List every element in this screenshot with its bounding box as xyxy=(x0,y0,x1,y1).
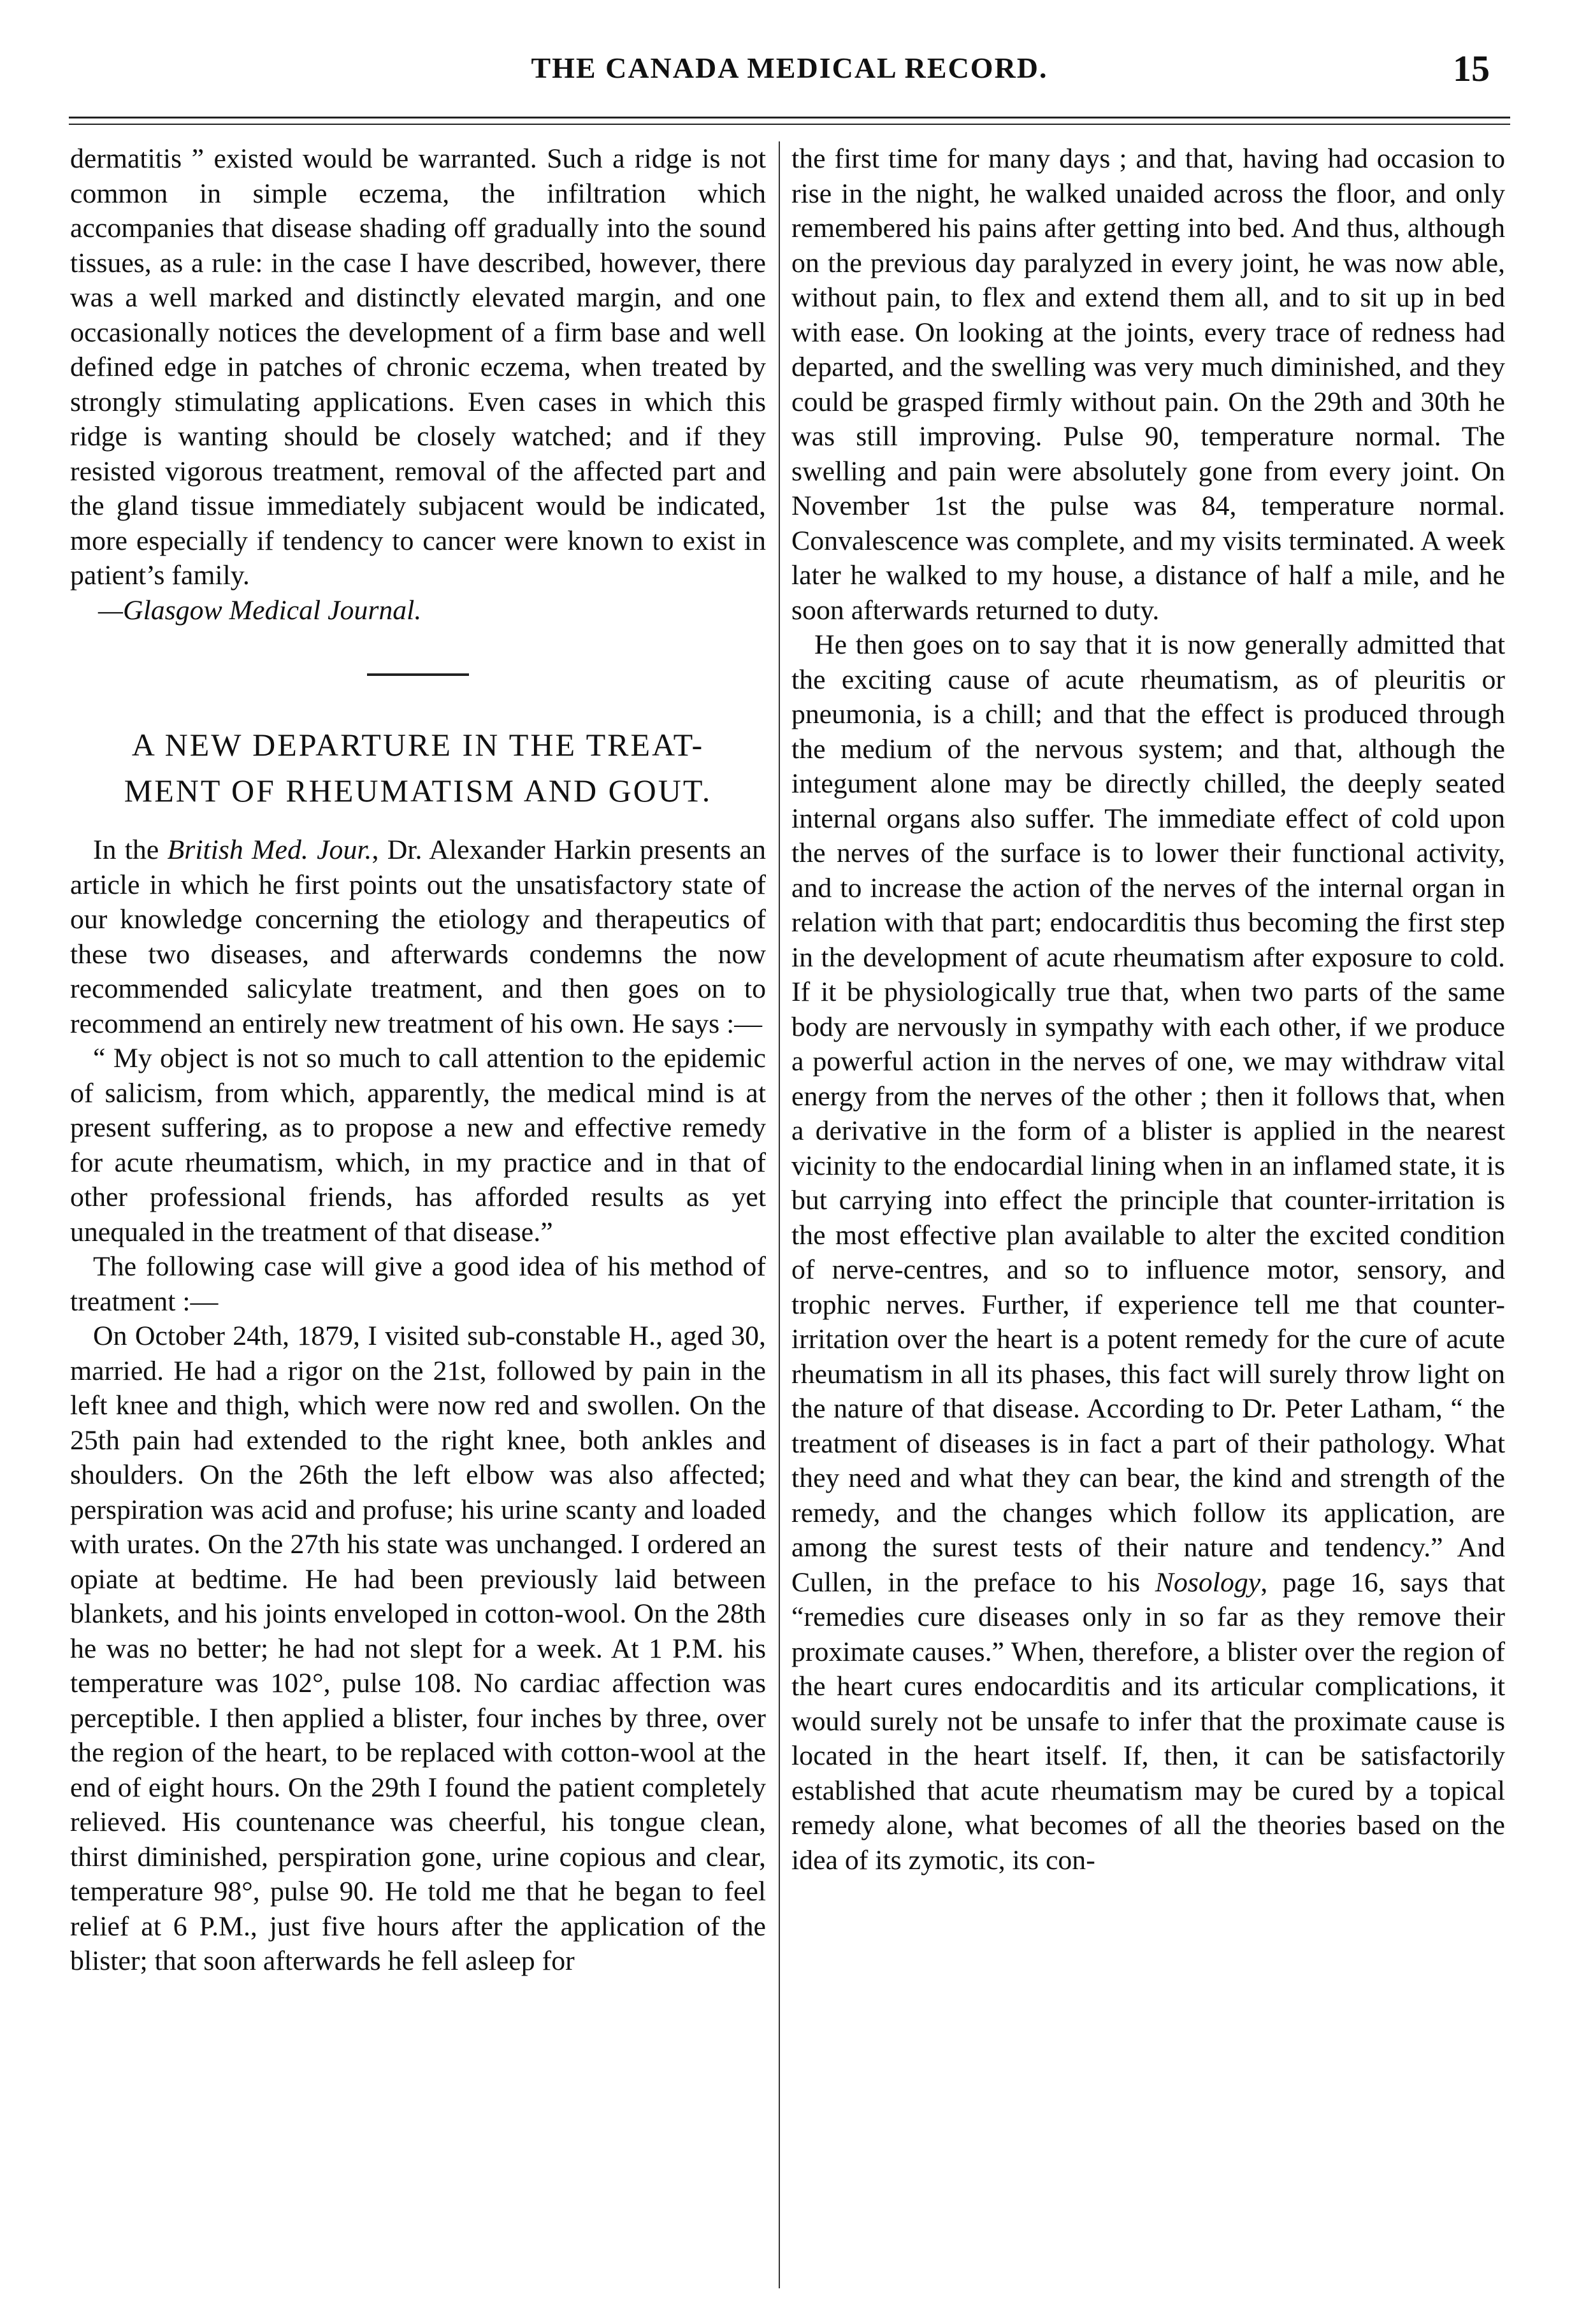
section-title-line-1: A NEW DEPARTURE IN THE TREAT- xyxy=(131,727,705,763)
section-title xyxy=(70,722,766,814)
case-intro-paragraph: The following case will give a good idea of his method of treatment :— xyxy=(70,1251,766,1317)
page-number: 15 xyxy=(1453,48,1490,89)
intro-lead: In the xyxy=(93,835,159,865)
intro-paragraph xyxy=(70,833,766,1041)
journal-name: British Med. Jour. xyxy=(167,835,372,865)
theory-text-a: He then goes on to say that it is now generally admitted that the exciting cause of acute rheumatism, as of pleuritis or pneumonia, is a chill; and that the effect is produced through the medium of the nervous system; and that, although the integument alone may be directly chilled, the deeply seated internal organs also suffer. The immediate effect of cold upon the nerves of the surface is to lower their functional activity, and to increase the action of the nerves of the internal organ in relation with that part; endocarditis thus becoming the first step in the development of acute rheumatism after exposure to cold. If it be physiologically true that, when two parts of the same body are nervously in sympathy with each other, if we produce a powerful action in the nerves of one, we may withdraw vital energy from the nerves of the other ; then it follows that, when a derivative in the form of a blister is applied in the nearest vicinity to the endocardial lining when in an inflamed state, it is but carrying into effect the principle that counter-irritation is the most effective plan available to alter the excited condition of nerve-centres, and so to influence motor, sensory, and trophic nerves. Further, if experience tell me that counter-irritation over the heart is a potent remedy for the cure of acute rheumatism in all its phases, this fact will surely throw light on the nature of that disease. According to Dr. Peter Latham, “ the treatment of diseases is in fact a part of their pathology. What they need and what they can bear, the kind and strength of the remedy, and the changes which follow its application, are among the surest tests of their nature and tendency.” And Cullen, in the preface to his xyxy=(791,629,1505,1598)
header-rule-thick xyxy=(69,117,1510,118)
section-title-line-2: MENT OF RHEUMATISM AND GOUT. xyxy=(124,773,712,808)
column-divider xyxy=(779,141,780,2288)
left-column xyxy=(70,141,766,1979)
intro-rest: , Dr. Alexander Harkin presents an article in which he first points out the unsatisfactory state of our knowledge concerning the etiology and therapeutics of these two diseases, and afterwards condemns the now recommended salicylate treatment, and then goes on to recommend an entirely new treatment of his own. He says :— xyxy=(70,835,766,1039)
nosology-title: Nosology xyxy=(1155,1567,1261,1598)
right-column xyxy=(791,141,1505,1877)
section-divider xyxy=(367,673,469,676)
theory-text-b: , page 16, says that “remedies cure diseases only in so far as they remove their proximate causes.” When, therefore, a blister over the region of the heart cures endocarditis and its articular complications, it would surely not be unsafe to infer that the proximate cause is located in the heart itself. If, then, it can be satisfactorily established that acute rheumatism may be cured by a topical remedy alone, what becomes of all the theories based on the idea of its zymotic, its con- xyxy=(791,1567,1505,1876)
eczema-paragraph: dermatitis ” existed would be warranted. Such a ridge is not common in simple eczema, the infiltration which accompanies that disease shading off gradually into the sound tissues, as a rule: in the case I have described, however, there was a well marked and distinctly elevated margin, and one occasionally notices the development of a firm base and well defined edge in patches of chronic eczema, when treated by strongly stimulating applications. Even cases in which this ridge is wanting should be closely watched; and if they resisted vigorous treatment, removal of the affected part and the gland tissue immediately subjacent would be indicated, more especially if tendency to cancer were known to exist in patient’s family. xyxy=(70,143,766,591)
case-paragraph: On October 24th, 1879, I visited sub-constable H., aged 30, married. He had a rigor on the 21st, followed by pain in the left knee and thigh, which were now red and swollen. On the 25th pain had extended to the right knee, both ankles and shoulders. On the 26th the left elbow was also affected; perspiration was acid and profuse; his urine scanty and loaded with urates. On the 27th his state was unchanged. I ordered an opiate at bedtime. He had been previously laid between blankets, and his joints enveloped in cotton-wool. On the 28th he was no better; he had not slept for a week. At 1 P.M. his temperature was 102°, pulse 108. No cardiac affection was perceptible. I then applied a blister, four inches by three, over the region of the heart, to be replaced with cotton-wool at the end of eight hours. On the 29th I found the patient completely relieved. His countenance was cheerful, his tongue clean, thirst diminished, perspiration gone, urine copious and clear, temperature 98°, pulse 90. He told me that he began to feel relief at 6 P.M., just five hours after the application of the blister; that soon afterwards he fell asleep for xyxy=(70,1321,766,1976)
page-header xyxy=(70,47,1509,98)
case-continued-paragraph: the first time for many days ; and that, having had occasion to rise in the night, he walked unaided across the floor, and only remembered his pains after getting into bed. And thus, although on the previous day paralyzed in every joint, he was now able, without pain, to flex and extend them all, and to sit up in bed with ease. On looking at the joints, every trace of redness had departed, and the swelling was very much diminished, and they could be grasped firmly without pain. On the 29th and 30th he was still improving. Pulse 90, temperature normal. The swelling and pain were absolutely gone from every joint. On November 1st the pulse was 84, temperature normal. Convalescence was complete, and my visits terminated. A week later he walked to my house, a distance of half a mile, and he soon afterwards returned to duty. xyxy=(791,143,1505,626)
theory-paragraph xyxy=(791,628,1505,1877)
citation: —Glasgow Medical Journal. xyxy=(98,594,422,626)
header-rule-thin xyxy=(69,124,1510,125)
running-title: THE CANADA MEDICAL RECORD. xyxy=(531,52,1048,84)
quote-paragraph: “ My object is not so much to call attention to the epidemic of salicism, from which, apparently, the medical mind is at present suffering, as to propose a new and effective remedy for acute rheumatism, which, in my practice and in that of other professional friends, has afforded results as yet unequaled in the treatment of that disease.” xyxy=(70,1043,766,1247)
